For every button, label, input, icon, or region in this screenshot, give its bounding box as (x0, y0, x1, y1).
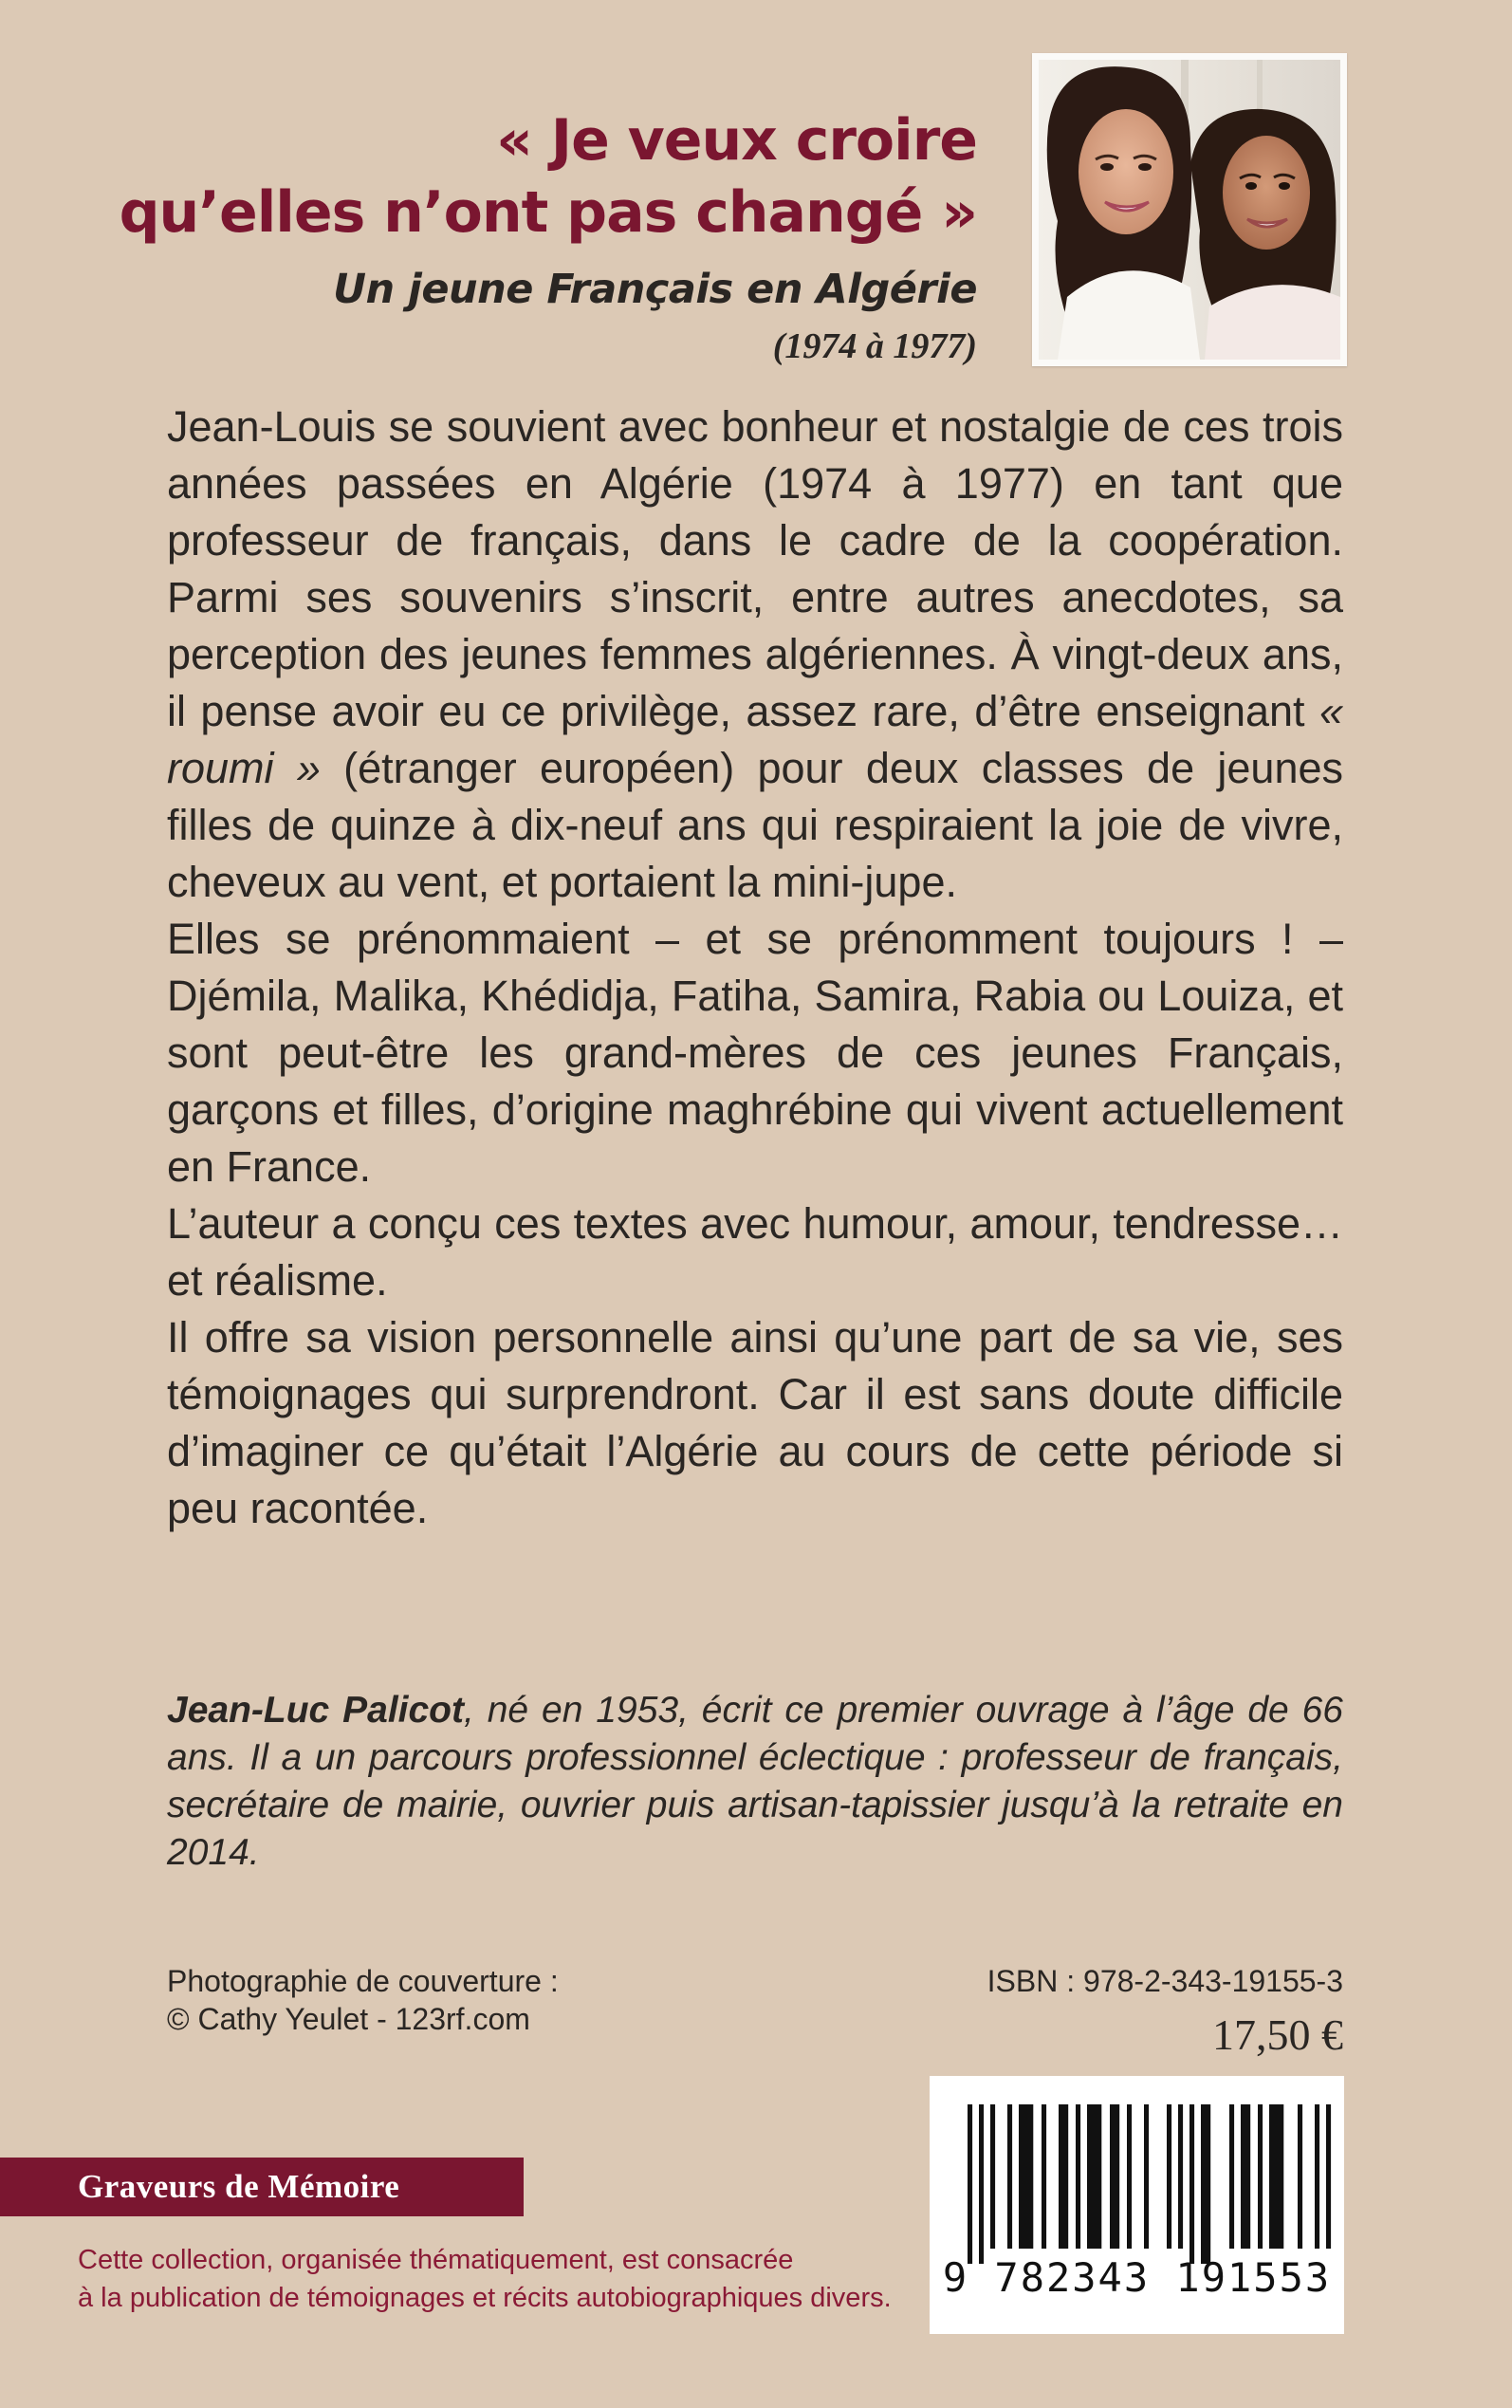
photo-credit (167, 1962, 559, 2038)
barcode-bar (1144, 2104, 1149, 2249)
author-bio (167, 1687, 1343, 1877)
barcode-bar (1189, 2104, 1194, 2264)
barcode (930, 2076, 1344, 2334)
collection-description-line-1: Cette collection, organisée thématiquement, est consacrée (78, 2245, 794, 2275)
collection-name: Graveurs de Mémoire (78, 2168, 400, 2205)
barcode-bar (1201, 2104, 1210, 2264)
roumi-word: « roumi » (167, 687, 1343, 792)
book-dates: (1974 à 1977) (772, 326, 977, 366)
barcode-bar (990, 2104, 995, 2249)
barcode-bar (1019, 2104, 1033, 2249)
isbn: ISBN : 978-2-343-19155-3 (986, 1964, 1343, 1998)
two-women-photo-icon (1039, 60, 1340, 360)
summary-text (167, 398, 1343, 1537)
barcode-bar (1042, 2104, 1046, 2249)
barcode-bar (1167, 2104, 1171, 2249)
barcode-bar (1229, 2104, 1234, 2249)
author-bio-text: , né en 1953, écrit ce premier ouvrage à l’âge de 66 ans. Il a un parcours professionnel éclectique : professeur de français, secrétaire de mairie, ouvrier puis artisan-tapissier jusqu’à la retraite en 2014. (167, 1690, 1343, 1873)
barcode-bar (1315, 2104, 1319, 2249)
barcode-bar (1110, 2104, 1119, 2249)
barcode-bar (1298, 2104, 1302, 2249)
barcode-bar (1241, 2104, 1250, 2249)
book-title (95, 104, 977, 249)
barcode-bar (979, 2104, 984, 2264)
barcode-bar (1059, 2104, 1068, 2249)
barcode-bar (968, 2104, 972, 2264)
cover-photo (1032, 53, 1347, 366)
collection-band (0, 2158, 524, 2216)
book-title-line-2: qu’elles n’ont pas changé » (119, 179, 977, 246)
barcode-bar (1087, 2104, 1101, 2249)
summary-paragraph-3: L’auteur a conçu ces textes avec humour, amour, tendresse… et réalisme. (167, 1199, 1343, 1305)
photo-credit-line-2: © Cathy Yeulet - 123rf.com (167, 2002, 530, 2036)
barcode-digits: 9 782343 191553 (942, 2254, 1332, 2301)
barcode-bar (1326, 2104, 1331, 2249)
summary-paragraph-1: Jean-Louis se souvient avec bonheur et nostalgie de ces trois années passées en Algérie (1974 à 1977) en tant que professeur de français, dans le cadre de la coopération. Parmi ses souvenirs s’inscrit, entre autres anecdotes, sa perception des jeunes femmes algériennes. À vingt-deux ans, il pense avoir eu ce privilège, assez rare, d’être enseignant « roumi » (étranger européen) pour deux classes de jeunes filles de quinze à dix-neuf ans qui respiraient la joie de vivre, cheveux au vent, et portaient la mini-jupe. (167, 402, 1343, 906)
barcode-bar (1076, 2104, 1080, 2249)
barcode-bar (1178, 2104, 1183, 2249)
barcode-bar (1269, 2104, 1283, 2249)
barcode-bars-icon (930, 2076, 1344, 2266)
collection-description-line-2: à la publication de témoignages et récits autobiographiques divers. (78, 2283, 892, 2313)
photo-credit-line-1: Photographie de couverture : (167, 1964, 559, 1998)
summary-paragraph-4: Il offre sa vision personnelle ainsi qu’une part de sa vie, ses témoignages qui surprendront. Car il est sans doute difficile d’imaginer ce qu’était l’Algérie au cours de cette période si peu racontée. (167, 1313, 1343, 1532)
collection-description (78, 2241, 913, 2317)
author-name: Jean-Luc Palicot (167, 1690, 464, 1731)
book-subtitle: Un jeune Français en Algérie (333, 266, 977, 313)
barcode-bar (1127, 2104, 1132, 2249)
book-title-line-1: « Je veux croire (496, 107, 977, 174)
summary-paragraph-2: Elles se prénommaient – et se prénomment toujours ! – Djémila, Malika, Khédidja, Fatiha, Samira, Rabia ou Louiza, et sont peut-être les grand-mères de ces jeunes Français, garçons et filles, d’origine maghrébine qui vivent actuellement en France. (167, 915, 1343, 1191)
barcode-bar (1258, 2104, 1263, 2249)
price: 17,50 € (1212, 2010, 1343, 2059)
barcode-bar (1007, 2104, 1012, 2249)
